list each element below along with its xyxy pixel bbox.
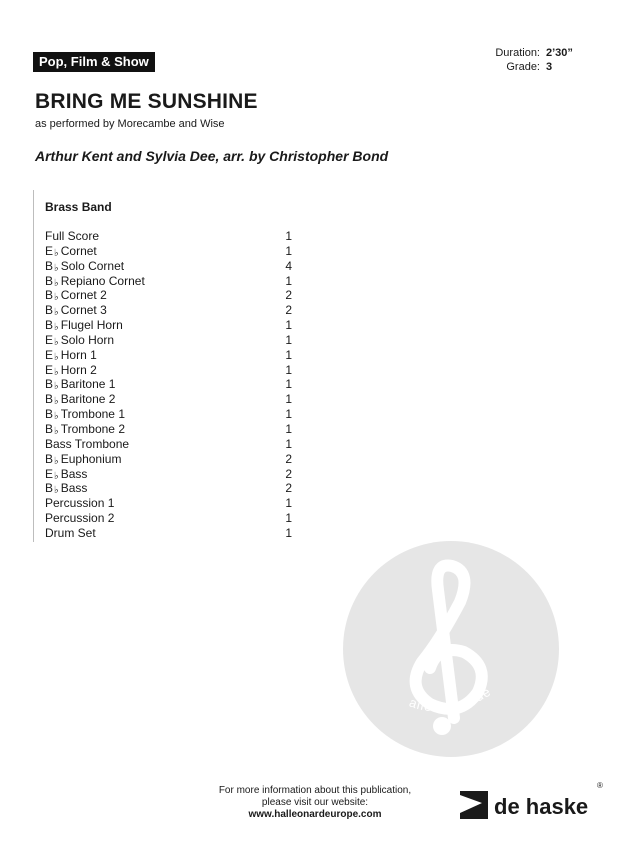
instrument-row (45, 437, 292, 452)
instrument-name (45, 511, 114, 526)
subtitle: as performed by Morecambe and Wise (35, 118, 225, 130)
instrument-quantity: 1 (285, 362, 292, 377)
instrument-quantity: 2 (285, 288, 292, 303)
instrument-row (45, 274, 292, 289)
instrument-row (45, 392, 292, 407)
instrument-row (45, 288, 292, 303)
instrument-label: Bass (60, 481, 88, 496)
instrument-name (45, 288, 107, 303)
instrument-key: B (45, 258, 54, 273)
instrument-label: Solo Horn (60, 332, 115, 347)
flat-sign-icon: ♭ (54, 366, 59, 378)
duration-label: Duration: (495, 47, 540, 59)
instrument-name (45, 363, 97, 378)
instrument-row (45, 452, 292, 467)
instrument-name (45, 407, 125, 422)
instrument-label: Horn 2 (60, 362, 97, 377)
instrument-name (45, 377, 115, 392)
instrument-key: E (45, 466, 54, 481)
instrument-label: Repiano Cornet (60, 273, 145, 288)
watermark-text: alle-noten.de (407, 683, 494, 715)
instrument-name (45, 274, 145, 289)
instrument-name (45, 318, 123, 333)
instrument-quantity: 1 (285, 243, 292, 258)
instrument-label: Percussion 1 (45, 496, 115, 511)
instrument-label: Percussion 2 (45, 511, 115, 526)
footer-info (210, 785, 420, 821)
instrument-quantity: 1 (285, 273, 292, 288)
duration-row (495, 46, 580, 60)
instrument-name (45, 467, 87, 482)
instrument-name (45, 526, 96, 541)
flat-sign-icon: ♭ (54, 396, 59, 408)
flat-sign-icon: ♭ (54, 262, 59, 274)
instrument-quantity: 2 (285, 466, 292, 481)
instrument-label: Bass Trombone (45, 436, 130, 451)
footer-line-1: For more information about this publication, (218, 785, 412, 796)
instrument-row (45, 259, 292, 274)
instrument-key: E (45, 243, 54, 258)
instrument-key: B (45, 273, 54, 288)
instrument-label: Cornet (60, 243, 97, 258)
instrument-key: B (45, 392, 54, 407)
instrument-row (45, 303, 292, 318)
instrument-name (45, 333, 114, 348)
instrument-quantity: 1 (285, 496, 292, 511)
de-haske-logo-mark-icon (460, 791, 488, 819)
instrument-quantity: 1 (285, 229, 292, 243)
instrument-row (45, 244, 292, 259)
instrumentation-heading: Brass Band (45, 200, 112, 214)
flat-sign-icon: ♭ (54, 351, 59, 363)
page-title: BRING ME SUNSHINE (35, 90, 258, 113)
logo-text: de haske (494, 794, 589, 819)
instrument-quantity: 1 (285, 421, 292, 436)
instrument-quantity: 1 (285, 332, 292, 347)
instrument-label: Baritone 2 (60, 392, 116, 407)
instrument-key: B (45, 288, 54, 303)
instrument-key: E (45, 362, 54, 377)
flat-sign-icon: ♭ (54, 485, 59, 497)
instrument-quantity: 1 (285, 377, 292, 392)
instrument-key: B (45, 421, 54, 436)
instrument-row (45, 467, 292, 482)
instrument-row (45, 422, 292, 437)
flat-sign-icon: ♭ (54, 277, 59, 289)
instrument-row (45, 407, 292, 422)
instrument-name (45, 452, 121, 467)
instrument-row (45, 511, 292, 526)
instrument-key: E (45, 332, 54, 347)
instrument-label: Trombone 1 (60, 407, 125, 422)
category-badge: Pop, Film & Show (33, 52, 155, 72)
instrument-key: B (45, 303, 54, 318)
flat-sign-icon: ♭ (54, 470, 59, 482)
instrument-row (45, 318, 292, 333)
grade-label: Grade: (506, 61, 540, 73)
instrument-quantity: 1 (285, 318, 292, 333)
instrument-quantity: 1 (285, 392, 292, 407)
registered-mark: ® (597, 781, 603, 790)
instrument-label: Baritone 1 (60, 377, 116, 392)
instrument-row (45, 363, 292, 378)
instrument-quantity: 2 (285, 451, 292, 466)
flat-sign-icon: ♭ (54, 247, 59, 259)
instrumentation-list (45, 229, 292, 541)
instrument-name (45, 259, 124, 274)
website-link[interactable]: www.halleonardeurope.com (248, 809, 382, 820)
instrument-label: Cornet 2 (60, 288, 107, 303)
flat-sign-icon: ♭ (54, 307, 59, 319)
instrument-label: Solo Cornet (60, 258, 125, 273)
flat-sign-icon: ♭ (54, 455, 59, 467)
instrument-key: B (45, 451, 54, 466)
piece-meta (495, 46, 580, 74)
grade-value: 3 (546, 61, 553, 73)
flat-sign-icon: ♭ (54, 336, 59, 348)
instrumentation-box (33, 190, 310, 542)
instrument-label: Flugel Horn (60, 318, 123, 333)
flat-sign-icon: ♭ (54, 425, 59, 437)
instrument-name (45, 437, 129, 452)
instrument-row (45, 481, 292, 496)
composer-credits: Arthur Kent and Sylvia Dee, arr. by Christopher Bond (35, 148, 389, 164)
instrument-label: Trombone 2 (60, 421, 125, 436)
instrument-row (45, 496, 292, 511)
instrument-quantity: 1 (285, 347, 292, 362)
instrument-quantity: 1 (285, 407, 292, 422)
instrument-name (45, 422, 125, 437)
de-haske-logo (458, 787, 606, 823)
instrument-label: Full Score (45, 229, 100, 243)
instrument-quantity: 4 (285, 258, 292, 273)
instrument-quantity: 1 (285, 511, 292, 526)
instrument-key: B (45, 377, 54, 392)
instrument-key: E (45, 347, 54, 362)
instrument-name (45, 481, 87, 496)
instrument-quantity: 1 (285, 525, 292, 540)
instrument-label: Horn 1 (60, 347, 97, 362)
instrument-name (45, 496, 114, 511)
flat-sign-icon: ♭ (54, 292, 59, 304)
instrument-key: B (45, 481, 54, 496)
treble-clef-watermark-icon (342, 540, 560, 758)
instrument-quantity: 1 (285, 436, 292, 451)
instrument-label: Bass (60, 466, 88, 481)
duration-value: 2’30” (546, 47, 573, 59)
flat-sign-icon: ♭ (54, 322, 59, 334)
instrument-name (45, 392, 115, 407)
footer-line-2: please visit our website: (261, 797, 369, 808)
instrument-key: B (45, 318, 54, 333)
instrument-label: Cornet 3 (60, 303, 107, 318)
instrument-row (45, 333, 292, 348)
flat-sign-icon: ♭ (54, 411, 59, 423)
instrument-quantity: 2 (285, 303, 292, 318)
instrument-label: Drum Set (45, 525, 96, 540)
instrument-row (45, 348, 292, 363)
flat-sign-icon: ♭ (54, 381, 59, 393)
instrument-name (45, 348, 97, 363)
instrument-row (45, 229, 292, 244)
instrument-name (45, 229, 99, 244)
instrument-quantity: 2 (285, 481, 292, 496)
instrument-label: Euphonium (60, 451, 122, 466)
instrument-row (45, 377, 292, 392)
grade-row (495, 60, 580, 74)
instrument-key: B (45, 407, 54, 422)
instrument-name (45, 244, 97, 259)
instrument-row (45, 526, 292, 541)
instrument-name (45, 303, 107, 318)
